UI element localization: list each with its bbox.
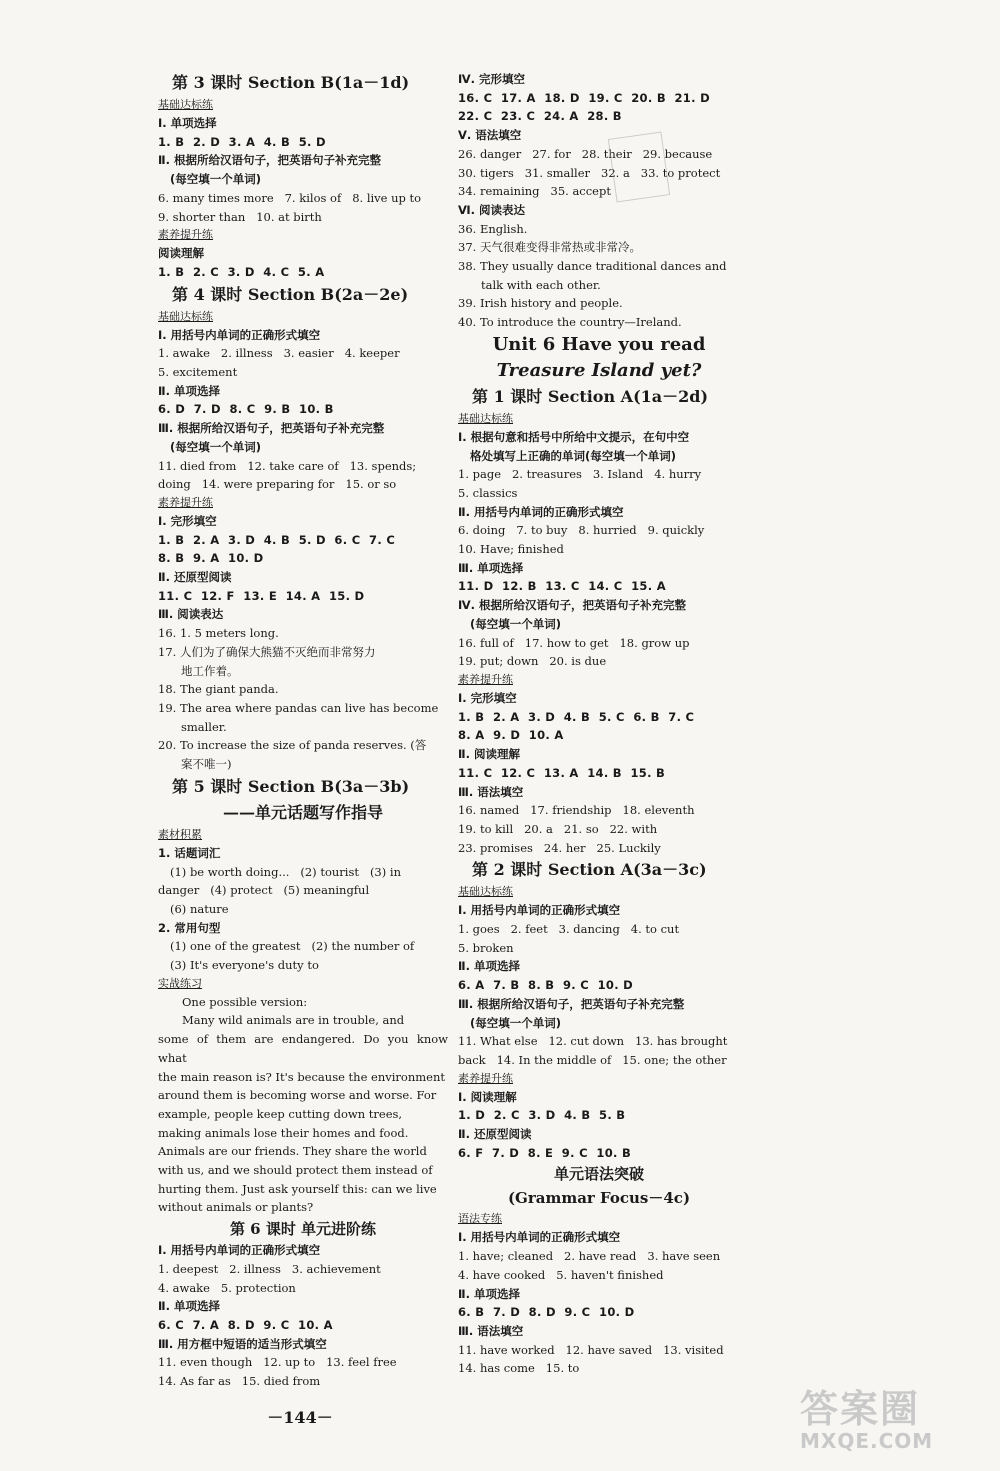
text-line: 40. To introduce the country—Ireland.: [458, 315, 682, 330]
answer-line: 11. D 12. B 13. C 14. C 15. A: [458, 579, 666, 594]
text-line: 26. danger 27. for 28. their 29. because: [458, 146, 713, 161]
text-line: hurting them. Just ask yourself this: can we live: [158, 1181, 437, 1196]
exercise-title: Ⅰ. 单项选择: [158, 116, 217, 130]
watermark-bottom: MXQE.COM: [800, 1429, 934, 1453]
exercise-title: Ⅱ. 根据所给汉语句子，把英语句子补充完整: [158, 153, 381, 168]
text-line: example, people keep cutting down trees,: [158, 1106, 403, 1121]
section-heading: 单元语法突破: [553, 1165, 644, 1184]
answer-line: 16. C 17. A 18. D 19. C 20. B 21. D: [458, 90, 710, 105]
section-heading: Unit 6 Have you read: [492, 333, 706, 355]
exercise-title: Ⅰ. 完形填空: [458, 690, 517, 705]
subsection-label: 语法专练: [458, 1212, 502, 1226]
answer-line: 22. C 23. C 24. A 28. B: [458, 109, 622, 124]
exercise-title: Ⅲ. 根据所给汉语句子，把英语句子补充完整: [158, 421, 385, 436]
page-number: －144－: [267, 1408, 333, 1427]
exercise-title: 2. 常用句型: [158, 920, 221, 935]
exercise-title: Ⅲ. 语法填空: [458, 1323, 524, 1338]
exercise-title: (每空填一个单词): [470, 1015, 562, 1030]
text-line: 39. Irish history and people.: [458, 296, 623, 311]
text-line: 16. 1. 5 meters long.: [158, 626, 279, 641]
text-line: 16. named 17. friendship 18. eleventh: [458, 803, 695, 818]
subsection-label: 基础达标练: [458, 411, 513, 425]
exercise-title: 阅读理解: [158, 246, 204, 261]
text-line: 38. They usually dance traditional dances and: [458, 259, 727, 274]
subsection-label: 素材积累: [158, 827, 202, 841]
exercise-title: (每空填一个单词): [170, 172, 262, 187]
text-line: smaller.: [170, 719, 227, 734]
text-line: 11. have worked 12. have saved 13. visited: [458, 1342, 724, 1357]
exercise-title: Ⅲ. 用方框中短语的适当形式填空: [158, 1336, 327, 1351]
text-line: 36. English.: [458, 221, 528, 236]
answer-line: 11. C 12. F 13. E 14. A 15. D: [158, 588, 365, 603]
section-heading: 第 1 课时 Section A(1a－2d): [472, 386, 709, 406]
text-line: 1. awake 2. illness 3. easier 4. keeper: [158, 346, 400, 361]
text-line: 地工作着。: [170, 663, 239, 678]
section-heading: 第 2 课时 Section A(3a－3c): [472, 860, 707, 880]
text-line: 18. The giant panda.: [158, 682, 279, 697]
answer-line: 1. B 2. A 3. D 4. B 5. C 6. B 7. C: [458, 709, 695, 724]
text-line: making animals lose their homes and food.: [158, 1125, 409, 1140]
exercise-title: Ⅰ. 用括号内单词的正确形式填空: [458, 1230, 621, 1245]
text-line: 5. classics: [458, 485, 518, 500]
answer-line: 6. C 7. A 8. D 9. C 10. A: [158, 1317, 333, 1332]
text-line: 34. remaining 35. accept: [458, 184, 611, 199]
text-line: 19. to kill 20. a 21. so 22. with: [458, 821, 658, 836]
answer-line: 1. D 2. C 3. D 4. B 5. B: [458, 1108, 626, 1123]
text-line: back 14. In the middle of 15. one; the other: [458, 1052, 727, 1067]
exercise-title: 1. 话题词汇: [158, 845, 221, 860]
exercise-title: Ⅳ. 根据所给汉语句子，把英语句子补充完整: [458, 598, 687, 613]
right-column: [458, 70, 740, 1378]
answer-line: 8. A 9. D 10. A: [458, 728, 564, 743]
section-heading: Treasure Island yet?: [496, 359, 702, 381]
text-line: 9. shorter than 10. at birth: [158, 209, 322, 224]
answer-line: 6. D 7. D 8. C 9. B 10. B: [158, 402, 334, 417]
text-line: 6. many times more 7. kilos of 8. live up to: [158, 190, 422, 205]
answer-line: 1. B 2. A 3. D 4. B 5. D 6. C 7. C: [158, 532, 396, 547]
subsection-label: 素养提升练: [158, 228, 213, 242]
section-heading: 第 3 课时 Section B(1a－1d): [172, 73, 410, 92]
text-line: 11. died from 12. take care of 13. spends;: [158, 458, 417, 473]
text-line: 10. Have; finished: [458, 542, 564, 557]
subsection-label: 素养提升练: [458, 1071, 513, 1085]
section-heading: 第 5 课时 Section B(3a－3b): [172, 776, 410, 796]
text-line: 5. broken: [458, 940, 514, 955]
section-heading: (Grammar Focus－4c): [507, 1189, 691, 1208]
text-line: 14. has come 15. to: [458, 1361, 580, 1376]
exercise-title: Ⅱ. 单项选择: [458, 1286, 520, 1301]
exercise-title: Ⅱ. 还原型阅读: [458, 1127, 532, 1142]
text-line: 5. excitement: [158, 365, 238, 380]
subsection-label: 基础达标练: [158, 309, 213, 323]
answer-line: 1. B 2. C 3. D 4. C 5. A: [158, 264, 325, 279]
watermark-logo: [800, 1388, 970, 1458]
text-line: 30. tigers 31. smaller 32. a 33. to protect: [458, 165, 721, 180]
exercise-title: Ⅰ. 用括号内单词的正确形式填空: [458, 903, 621, 918]
text-line: 19. The area where pandas can live has become: [158, 700, 439, 715]
exercise-title: Ⅴ. 语法填空: [458, 128, 522, 143]
exercise-title: Ⅰ. 完形填空: [158, 513, 217, 528]
answer-line: 11. C 12. C 13. A 14. B 15. B: [458, 765, 666, 780]
section-heading: 第 6 课时 单元进阶练: [229, 1220, 377, 1239]
subsection-label: 素养提升练: [458, 672, 513, 686]
text-line: (6) nature: [170, 901, 229, 916]
left-column: [158, 70, 452, 1391]
text-line: (1) be worth doing... (2) tourist (3) in: [170, 864, 401, 879]
exercise-title: Ⅱ. 单项选择: [158, 1299, 220, 1314]
exercise-title: Ⅲ. 单项选择: [458, 560, 524, 575]
text-line: Many wild animals are in trouble, and: [182, 1013, 405, 1028]
answer-line: 8. B 9. A 10. D: [158, 551, 264, 566]
text-line: 37. 天气很难变得非常热或非常冷。: [458, 240, 641, 255]
answer-line: 6. A 7. B 8. B 9. C 10. D: [458, 978, 634, 993]
exercise-title: Ⅱ. 还原型阅读: [158, 570, 232, 585]
text-line: (1) one of the greatest (2) the number of: [170, 939, 415, 954]
text-line: 案不唯一): [170, 757, 232, 772]
exercise-title: Ⅱ. 单项选择: [458, 959, 520, 974]
subsection-label: 实战练习: [158, 976, 202, 990]
text-line: 19. put; down 20. is due: [458, 654, 607, 669]
text-line: 1. page 2. treasures 3. Island 4. hurry: [458, 467, 702, 482]
exercise-title: Ⅰ. 根据句意和括号中所给中文提示，在句中空: [458, 429, 690, 444]
text-line: One possible version:: [182, 994, 308, 1009]
exercise-title: Ⅵ. 阅读表达: [458, 202, 526, 217]
text-line: 20. To increase the size of panda reserves. (答: [158, 738, 427, 753]
exercise-title: Ⅲ. 根据所给汉语句子，把英语句子补充完整: [458, 996, 685, 1011]
section-heading: 第 4 课时 Section B(2a－2e): [172, 284, 409, 304]
text-line: some of them are endangered. Do you know what: [158, 1032, 452, 1065]
text-line: 1. have; cleaned 2. have read 3. have seen: [458, 1249, 721, 1264]
exercise-title: (每空填一个单词): [170, 439, 262, 454]
text-line: talk with each other.: [470, 277, 601, 292]
subsection-label: 素养提升练: [158, 495, 213, 509]
text-line: 23. promises 24. her 25. Luckily: [458, 840, 661, 855]
text-line: (3) It's everyone's duty to: [170, 958, 319, 973]
text-line: the main reason is? It's because the environment: [158, 1069, 445, 1084]
text-line: 4. have cooked 5. haven't finished: [458, 1267, 664, 1282]
watermark-top: 答案圈: [800, 1387, 921, 1431]
exercise-title: 格处填写上正确的单词(每空填一个单词): [470, 448, 677, 463]
text-line: danger (4) protect (5) meaningful: [158, 883, 370, 898]
stamp-mark: [608, 132, 670, 203]
subsection-label: 基础达标练: [158, 98, 213, 111]
text-line: Animals are our friends. They share the world: [158, 1144, 427, 1159]
text-line: 16. full of 17. how to get 18. grow up: [458, 635, 690, 650]
text-line: 1. deepest 2. illness 3. achievement: [158, 1261, 381, 1276]
answer-line: 6. F 7. D 8. E 9. C 10. B: [458, 1145, 632, 1160]
subsection-label: 基础达标练: [458, 885, 513, 899]
text-line: with us, and we should protect them instead of: [158, 1163, 433, 1178]
text-line: 6. doing 7. to buy 8. hurried 9. quickly: [458, 523, 705, 538]
exercise-title: Ⅲ. 语法填空: [458, 784, 524, 799]
exercise-title: Ⅲ. 阅读表达: [158, 607, 224, 622]
answer-line: 1. B 2. D 3. A 4. B 5. D: [158, 134, 326, 149]
exercise-title: Ⅰ. 阅读理解: [458, 1089, 517, 1104]
exercise-title: Ⅱ. 阅读理解: [458, 747, 520, 762]
section-heading: ——单元话题写作指导: [222, 802, 383, 822]
text-line: doing 14. were preparing for 15. or so: [158, 477, 397, 492]
exercise-title: Ⅱ. 用括号内单词的正确形式填空: [458, 504, 624, 519]
exercise-title: (每空填一个单词): [470, 616, 562, 631]
text-line: 17. 人们为了确保大熊猫不灭绝而非常努力: [158, 644, 376, 659]
text-line: 1. goes 2. feet 3. dancing 4. to cut: [458, 922, 680, 937]
exercise-title: Ⅳ. 完形填空: [458, 72, 526, 86]
text-line: 14. As far as 15. died from: [158, 1374, 321, 1389]
exercise-title: Ⅰ. 用括号内单词的正确形式填空: [158, 1243, 321, 1258]
text-line: 11. What else 12. cut down 13. has brought: [458, 1034, 728, 1049]
text-line: 4. awake 5. protection: [158, 1280, 296, 1295]
text-line: around them is becoming worse and worse. For: [158, 1088, 437, 1103]
exercise-title: Ⅱ. 单项选择: [158, 383, 220, 398]
text-line: without animals or plants?: [158, 1200, 314, 1215]
answer-line: 6. B 7. D 8. D 9. C 10. D: [458, 1305, 635, 1320]
exercise-title: Ⅰ. 用括号内单词的正确形式填空: [158, 327, 321, 342]
text-line: 11. even though 12. up to 13. feel free: [158, 1355, 397, 1370]
